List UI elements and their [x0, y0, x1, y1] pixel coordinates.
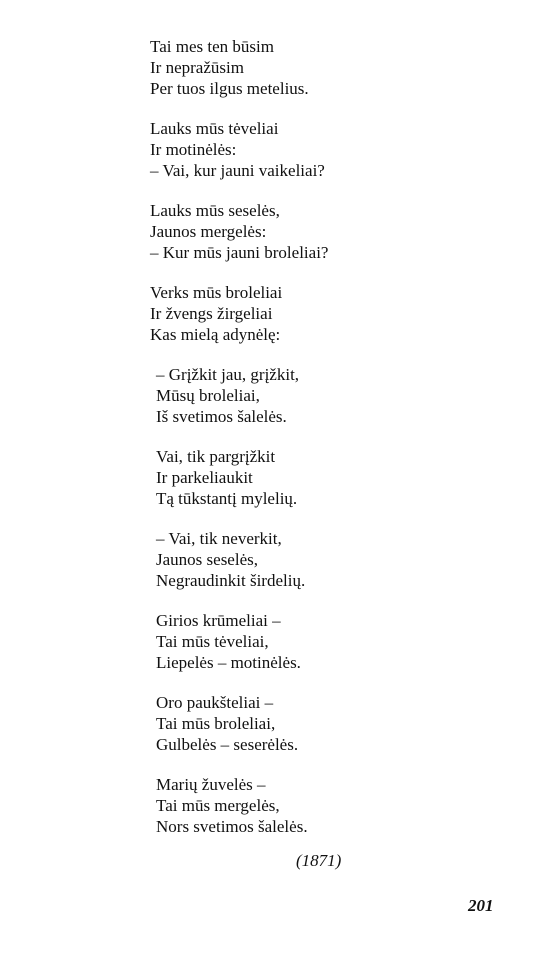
page-number: 201: [468, 896, 494, 915]
stanza-6: [156, 446, 297, 509]
stanza-7: [156, 528, 305, 591]
verse-line: Marių žuvelės –: [156, 775, 266, 794]
verse-line: Ir motinėlės:: [150, 140, 237, 159]
verse-line: Tai mūs tėveliai,: [156, 632, 269, 651]
verse-line: – Vai, tik neverkit,: [156, 529, 282, 548]
verse-line: Vai, tik pargrįžkit: [156, 447, 276, 466]
verse-line: Tai mes ten būsim: [150, 37, 274, 56]
verse-line: – Kur mūs jauni broleliai?: [150, 243, 329, 262]
stanza-4: [150, 282, 282, 345]
stanza-3: [150, 200, 328, 263]
verse-line: Girios krūmeliai –: [156, 611, 281, 630]
verse-line: Per tuos ilgus metelius.: [150, 79, 309, 98]
verse-line: Tai mūs mergelės,: [156, 796, 280, 815]
poem-date: (1871): [296, 851, 342, 870]
verse-line: Gulbelės – seserėlės.: [156, 735, 299, 754]
verse-line: Ir parkeliaukit: [156, 468, 253, 487]
verse-line: Oro paukšteliai –: [156, 693, 274, 712]
verse-line: – Vai, kur jauni vaikeliai?: [150, 161, 325, 180]
verse-line: – Grįžkit jau, grįžkit,: [156, 365, 300, 384]
verse-line: Liepelės – motinėlės.: [156, 653, 301, 672]
verse-line: Ir žvengs žirgeliai: [150, 304, 273, 323]
verse-line: Kas mielą adynėlę:: [150, 325, 281, 344]
stanza-8: [156, 610, 301, 673]
stanza-2: [150, 118, 325, 181]
verse-line: Lauks mūs seselės,: [150, 201, 280, 220]
verse-line: Nors svetimos šalelės.: [156, 817, 308, 836]
verse-line: Iš svetimos šalelės.: [156, 407, 287, 426]
stanza-9: [156, 692, 298, 755]
verse-line: Verks mūs broleliai: [150, 283, 283, 302]
verse-line: Tą tūkstantį mylelių.: [156, 489, 298, 508]
verse-line: Tai mūs broleliai,: [156, 714, 276, 733]
verse-line: Jaunos seselės,: [156, 550, 258, 569]
verse-line: Mūsų broleliai,: [156, 386, 260, 405]
verse-line: Ir nepražūsim: [150, 58, 244, 77]
verse-line: Lauks mūs tėveliai: [150, 119, 279, 138]
stanza-5: [156, 364, 299, 427]
verse-line: Jaunos mergelės:: [150, 222, 267, 241]
stanza-1: [150, 36, 309, 99]
verse-line: Negraudinkit širdelių.: [156, 571, 306, 590]
stanza-10: [156, 774, 308, 837]
